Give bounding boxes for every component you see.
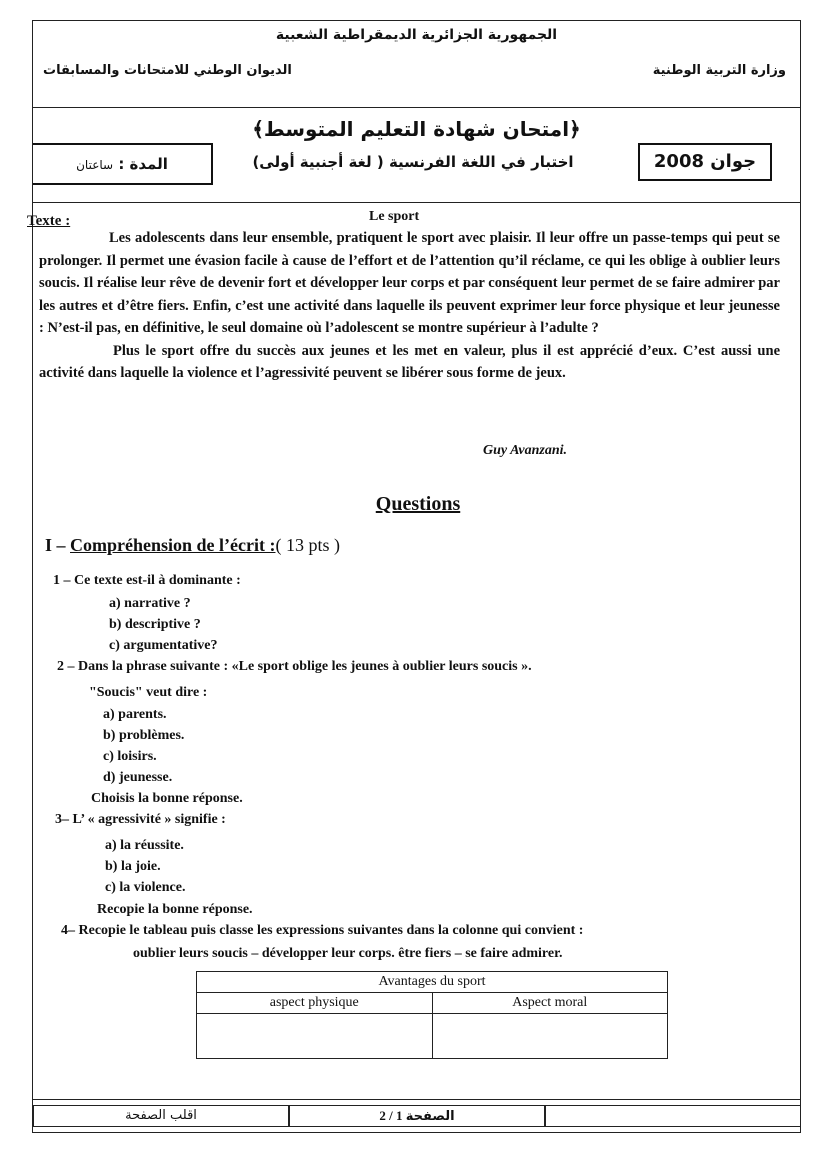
exam-subject: اختبار في اللغة الفرنسية ( لغة أجنبية أولى) bbox=[252, 153, 574, 171]
question-1: 1 – Ce texte est-il à dominante : bbox=[53, 573, 241, 588]
table-col-physical: aspect physique bbox=[197, 993, 433, 1014]
question-2-subprompt: "Soucis" veut dire : bbox=[89, 685, 208, 700]
page-label: الصفحة bbox=[405, 1109, 455, 1124]
text-author: Guy Avanzani. bbox=[483, 443, 568, 458]
question-2-option-c: c) loisirs. bbox=[103, 749, 157, 764]
question-3-option-c: c) la violence. bbox=[105, 880, 186, 895]
title-divider bbox=[33, 202, 800, 203]
advantages-table bbox=[196, 971, 668, 1059]
text-title: Le sport bbox=[369, 209, 420, 224]
section-1-prefix: I – bbox=[45, 535, 71, 555]
footer-divider bbox=[33, 1099, 800, 1100]
question-3-option-b: b) la joie. bbox=[105, 859, 161, 874]
section-1-name: Compréhension de l’écrit : bbox=[70, 535, 276, 555]
page-indicator bbox=[289, 1105, 545, 1127]
footer-empty-cell bbox=[545, 1105, 801, 1127]
question-1-option-a: a) narrative ? bbox=[109, 596, 191, 611]
table-cell-physical bbox=[197, 1014, 433, 1059]
question-2-option-b: b) problèmes. bbox=[103, 728, 185, 743]
table-header: Avantages du sport bbox=[197, 972, 668, 993]
passage-paragraph-1: Les adolescents dans leur ensemble, pratiquent le sport avec plaisir. Il leur offre un passe-temps qui peut se prolonger. Il permet une évasion facile à cause de l’effort et de l’attention qu’il réclame, ce qui les oblige à oublier leurs soucis. Il réalise leur rêve de devenir fort et développer leur corps et par conséquent leur permet de se faire admirer par les autres et d’être fiers. Enfin, c’est une activité dans laquelle ils peuvent exprimer leur force physique et leur jeunesse : N’est-il pas, en définitive, le seul domaine où l’adolescent se montre supérieur à l’adulte ? bbox=[39, 230, 780, 336]
header-divider bbox=[33, 107, 800, 108]
exam-page-frame bbox=[27, 20, 801, 1133]
question-1-option-b: b) descriptive ? bbox=[109, 617, 201, 632]
section-1-points: ( 13 pts ) bbox=[275, 535, 340, 555]
duration-value: ساعتان bbox=[76, 158, 114, 172]
question-2-option-a: a) parents. bbox=[103, 707, 167, 722]
text-label: Texte : bbox=[27, 213, 71, 229]
exam-title: ﴿امتحان شهادة التعليم المتوسط﴾ bbox=[252, 117, 581, 141]
republic-header: الجمهورية الجزائرية الديمقراطية الشعبية bbox=[275, 27, 558, 43]
question-4-expressions: oublier leurs soucis – développer leur corps. être fiers – se faire admirer. bbox=[133, 946, 563, 961]
question-4: 4– Recopie le tableau puis classe les expressions suivantes dans la colonne qui convient : bbox=[61, 923, 584, 938]
reading-passage bbox=[39, 227, 780, 385]
question-3-instruction: Recopie la bonne réponse. bbox=[97, 902, 253, 917]
table-cell-moral bbox=[432, 1014, 668, 1059]
section-1-title bbox=[45, 535, 340, 556]
passage-paragraph-2: Plus le sport offre du succès aux jeunes et les met en valeur, plus il est apprécié d’eux. C’est aussi une activité dans laquelle la violence et l’agressivité peuvent se libérer sous forme de jeux. bbox=[39, 342, 780, 381]
question-3-option-a: a) la réussite. bbox=[105, 838, 184, 853]
questions-title: Questions bbox=[375, 493, 461, 515]
exam-date-box: جوان 2008 bbox=[638, 143, 772, 181]
turn-page-note: اقلب الصفحة bbox=[33, 1105, 289, 1127]
office-header: الديوان الوطني للامتحانات والمسابقات bbox=[43, 63, 292, 78]
duration-label: المدة : bbox=[118, 155, 168, 173]
page-number: 2 / 1 bbox=[379, 1108, 403, 1123]
question-2-option-d: d) jeunesse. bbox=[103, 770, 173, 785]
question-1-option-c: c) argumentative? bbox=[109, 638, 218, 653]
question-2-instruction: Choisis la bonne réponse. bbox=[91, 791, 243, 806]
table-col-moral: Aspect moral bbox=[432, 993, 668, 1014]
question-3: 3– L’ « agressivité » signifie : bbox=[55, 812, 226, 827]
question-2: 2 – Dans la phrase suivante : «Le sport oblige les jeunes à oublier leurs soucis ». bbox=[57, 659, 532, 674]
duration-box bbox=[33, 143, 213, 185]
ministry-header: وزارة التربية الوطنية bbox=[652, 63, 786, 78]
